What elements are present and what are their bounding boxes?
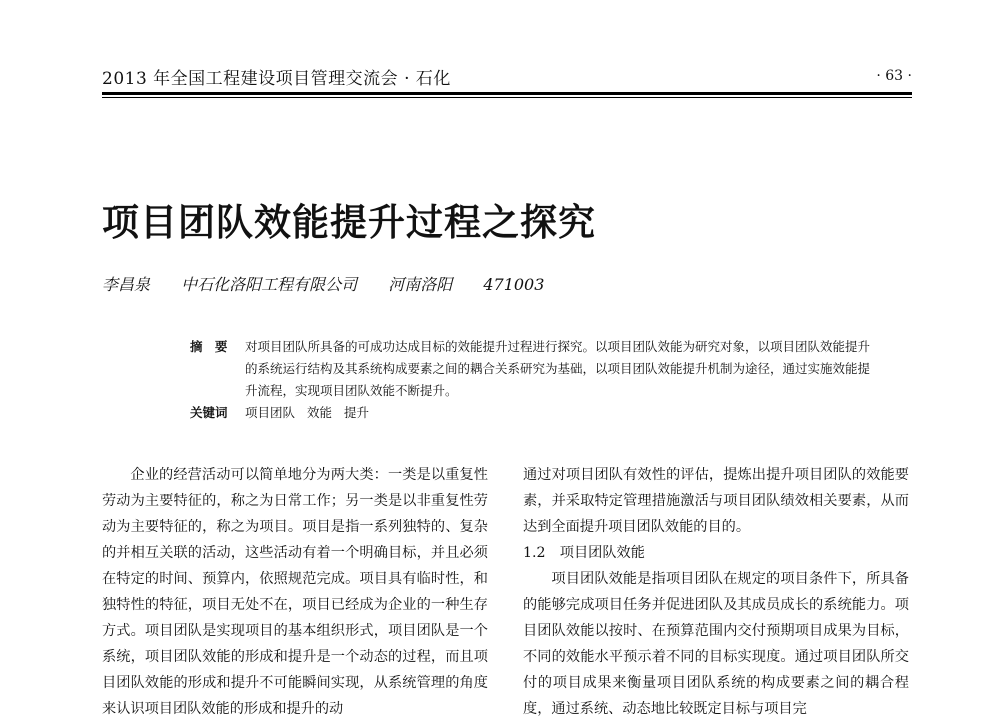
keywords-label: 关键词 <box>190 405 228 420</box>
body-column-right <box>523 462 909 722</box>
author-name: 李昌泉 <box>102 275 151 294</box>
author-postcode: 471003 <box>483 275 545 294</box>
author-affiliation: 中石化洛阳工程有限公司 <box>181 275 358 294</box>
body-paragraph-continued: 通过对项目团队有效性的评估，提炼出提升项目团队的效能要素，并采取特定管理措施激活与项目团队绩效相关要素，从而达到全面提升项目团队效能的目的。 <box>523 467 909 535</box>
header-rule-thick <box>102 92 912 95</box>
header-rule-thin <box>102 97 912 98</box>
keywords-row <box>190 402 870 424</box>
running-header <box>102 56 912 96</box>
author-location: 河南洛阳 <box>388 275 453 294</box>
body-paragraph: 项目团队效能是指项目团队在规定的项目条件下，所具备的能够完成项目任务并促进团队及其成员成长的系统能力。项目团队效能以按时、在预算范围内交付预期项目成果为目标，不同的效能水平预示着不同的目标实现度。通过项目团队所交付的项目成果来衡量项目团队系统的构成要素之间的耦合程度，通过系统、动态地比较既定目标与项目完 <box>523 571 909 717</box>
journal-title: 2013 年全国工程建设项目管理交流会 · 石化 <box>102 69 451 89</box>
author-line <box>102 272 566 295</box>
abstract-text: 对项目团队所具备的可成功达成目标的效能提升过程进行探究。以项目团队效能为研究对象，以项目团队效能提升的系统运行结构及其系统构成要素之间的耦合关系研究为基础，以项目团队效能提升机制为途径，通过实施效能提升流程，实现项目团队效能不断提升。 <box>245 339 871 398</box>
paper-title: 项目团队效能提升过程之探究 <box>102 200 596 244</box>
keywords-text: 项目团队 效能 提升 <box>245 405 369 420</box>
abstract-label: 摘 要 <box>190 339 232 354</box>
abstract-block <box>190 336 870 424</box>
page-number: · 63 · <box>876 68 912 84</box>
body-column-left <box>102 462 488 722</box>
section-heading: 1.2 项目团队效能 <box>523 545 645 561</box>
body-paragraph: 企业的经营活动可以简单地分为两大类：一类是以重复性劳动为主要特征的，称之为日常工作；另一类是以非重复性劳动为主要特征的，称之为项目。项目是指一系列独特的、复杂的并相互关联的活动，这些活动有着一个明确目标，并且必须在特定的时间、预算内，依照规范完成。项目具有临时性，和独特性的特征，项目无处不在，项目已经成为企业的一种生存方式。项目团队是实现项目的基本组织形式，项目团队是一个系统，项目团队效能的形成和提升是一个动态的过程，而且项目团队效能的形成和提升不可能瞬间实现，从系统管理的角度来认识项目团队效能的形成和提升的动 <box>102 467 488 717</box>
